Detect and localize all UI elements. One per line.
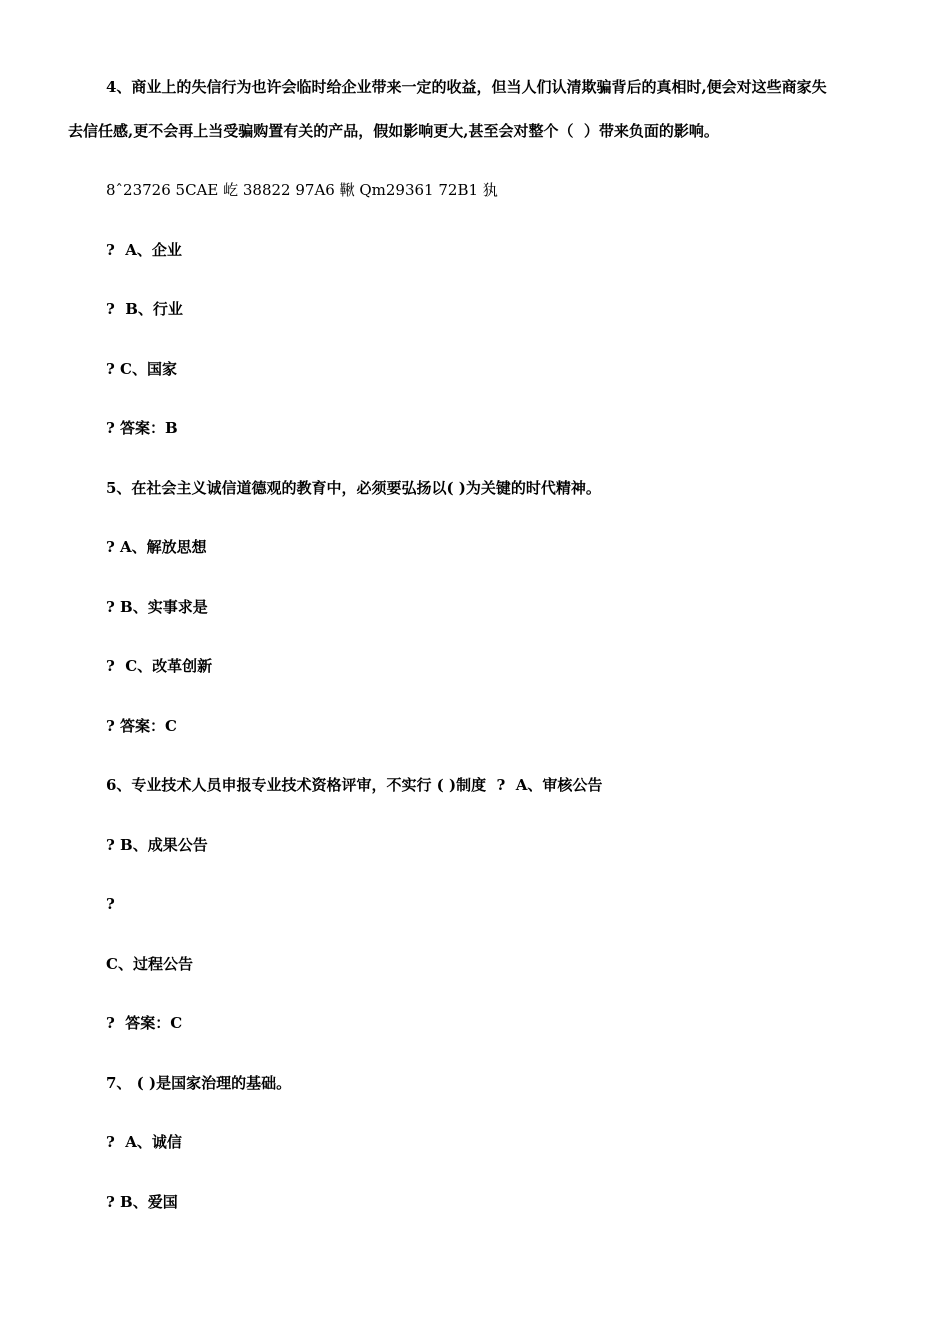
question-4-text-line-1: 4、商业上的失信行为也许会临时给企业带来一定的收益，但当人们认清欺骗背后的真相时,便会对这些商家失 <box>106 78 827 96</box>
question-5-text: 5、在社会主义诚信道德观的教育中，必须要弘扬以( )为关键的时代精神。 <box>106 479 601 497</box>
garbled-code-line: 8ˆ23726 5CAE 屹 38822 97A6 鞦 Qm29361 72B1 犱 <box>106 181 498 199</box>
question-5-option-a: ? A、解放思想 <box>106 538 207 556</box>
question-6-stray-mark: ? <box>106 895 115 913</box>
question-7-text: 7、 ( )是国家治理的基础。 <box>106 1074 292 1092</box>
question-4-answer: ? 答案：B <box>106 419 178 437</box>
question-4-text-line-2: 去信任感,更不会再上当受骗购置有关的产品，假如影响更大,甚至会对整个（ ）带来负面的影响。 <box>68 122 719 140</box>
question-4-option-a: ? A、企业 <box>106 241 182 259</box>
question-5-option-b: ? B、实事求是 <box>106 598 208 616</box>
question-5-option-c: ? C、改革创新 <box>106 657 213 675</box>
question-7-option-a: ? A、诚信 <box>106 1133 182 1151</box>
question-7-option-b: ? B、爱国 <box>106 1193 178 1211</box>
question-6-answer: ? 答案：C <box>106 1014 183 1032</box>
question-4-option-b: ? B、行业 <box>106 300 183 318</box>
question-4-option-c: ? C、国家 <box>106 360 177 378</box>
question-5-answer: ? 答案：C <box>106 717 177 735</box>
question-6-option-c: C、过程公告 <box>106 955 193 973</box>
question-6-option-b: ? B、成果公告 <box>106 836 208 854</box>
question-6-text: 6、专业技术人员申报专业技术资格评审，不实行 ( )制度 ? A、审核公告 <box>106 776 603 794</box>
